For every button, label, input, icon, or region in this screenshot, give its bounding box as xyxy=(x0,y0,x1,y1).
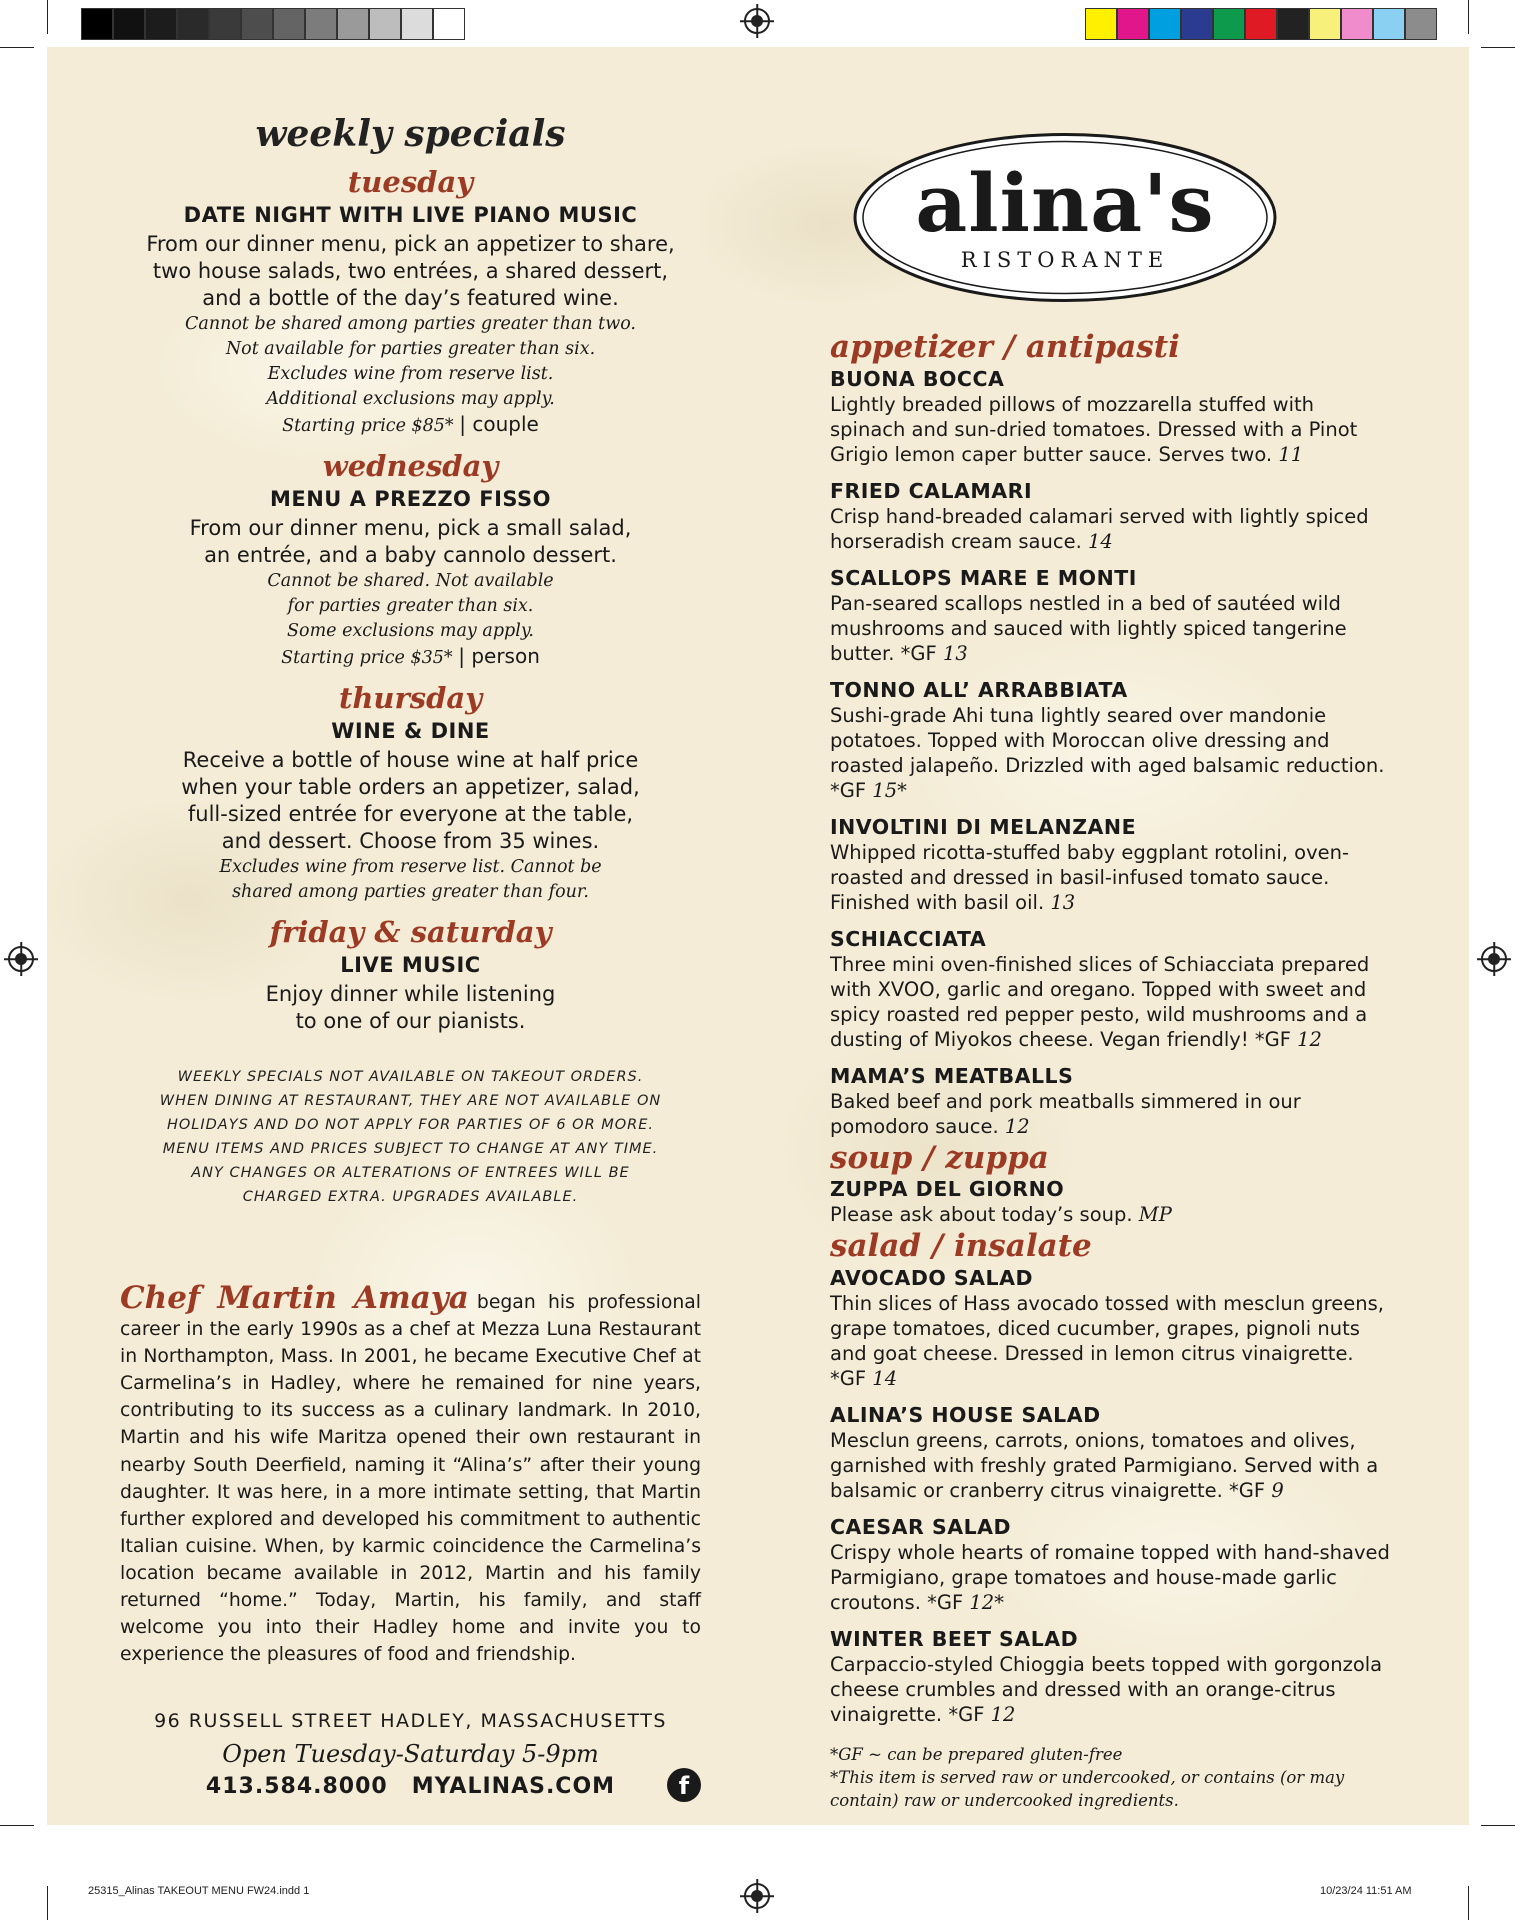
color-swatch xyxy=(1373,8,1405,40)
color-swatch xyxy=(145,8,177,40)
menu-item-name: CAESAR SALAD xyxy=(830,1514,1012,1539)
color-swatch xyxy=(1405,8,1437,40)
special-conditions: Cannot be shared. Not available for parties greater than six. Some exclusions may apply. Starting price $35* | person xyxy=(267,570,554,668)
menu-item-name: FRIED CALAMARI xyxy=(830,478,1033,503)
phone-number[interactable]: 413.584.8000 xyxy=(205,1774,388,1799)
special-headline: DATE NIGHT WITH LIVE PIANO MUSIC xyxy=(183,202,638,227)
specials-disclaimer: WEEKLY SPECIALS NOT AVAILABLE ON TAKEOUT ORDERS. WHEN DINING AT RESTAURANT, THEY ARE NOT AVAILABLE ON HOLIDAYS AND DO NOT APPLY FOR PARTIES OF 6 OR MORE. MENU ITEMS AND PRICES SUBJECT TO CHANGE AT ANY TIME. ANY CHANGES OR ALTERATIONS OF ENTREES WILL BE CHARGED EXTRA. UPGRADES AVAILABLE. xyxy=(159,1068,662,1205)
menu-item-description: Thin slices of Hass avocado tossed with mesclun greens, grape tomatoes, diced cucumber, grapes, pignoli nuts and goat cheese. Dressed in lemon citrus vinaigrette. *GF 14 xyxy=(830,1291,1384,1390)
chef-name: Chef Martin Amaya xyxy=(120,1280,469,1316)
menu-item-description: Carpaccio-styled Chioggia beets topped with gorgonzola cheese crumbles and dressed with an orange-citrus vinaigrette. *GF 12 xyxy=(830,1652,1383,1726)
special-wednesday xyxy=(118,448,703,671)
menu-item-description: Baked beef and pork meatballs simmered in our pomodoro sauce. 12 xyxy=(830,1089,1301,1138)
menu-item-price: MP xyxy=(1138,1203,1172,1227)
color-swatch xyxy=(1277,8,1309,40)
logo-subtitle: RISTORANTE xyxy=(960,248,1170,272)
website-link[interactable]: MYALINAS.COM xyxy=(411,1774,616,1799)
special-price: Starting price $35* xyxy=(281,647,453,668)
color-swatch xyxy=(1245,8,1277,40)
color-swatch xyxy=(1085,8,1117,40)
crop-mark xyxy=(0,1825,34,1826)
day-heading: tuesday xyxy=(347,165,474,199)
menu-item-name: ZUPPA DEL GIORNO xyxy=(830,1177,1065,1202)
color-swatch xyxy=(337,8,369,40)
special-thursday xyxy=(118,680,703,905)
special-conditions: Cannot be shared among parties greater than two. Not available for parties greater than six. Excludes wine from reserve list. Additional exclusions may apply. Starting price $85* | couple xyxy=(185,313,636,436)
menu-item-name: TONNO ALL’ ARRABBIATA xyxy=(830,677,1128,702)
menu-item-name: SCALLOPS MARE E MONTI xyxy=(830,565,1137,590)
crop-mark xyxy=(1468,0,1469,34)
day-heading: friday & saturday xyxy=(269,914,552,949)
slug-filename: 25315_Alinas TAKEOUT MENU FW24.indd 1 xyxy=(88,1885,310,1897)
special-description: Receive a bottle of house wine at half price when your table orders an appetizer, salad, full-sized entrée for everyone at the table, and dessert. Choose from 35 wines. xyxy=(181,747,640,853)
contact-line xyxy=(118,1774,703,1799)
color-swatch xyxy=(1149,8,1181,40)
menu-item-description: Whipped ricotta-stuffed baby eggplant rotolini, oven-roasted and dressed in basil-infused tomato sauce. Finished with basil oil. 13 xyxy=(830,840,1350,914)
menu-item-description: Crispy whole hearts of romaine topped with hand-shaved Parmigiano, grape tomatoes and house-made garlic croutons. *GF 12* xyxy=(830,1540,1390,1614)
menu-item-price: 11 xyxy=(1278,442,1304,466)
menu-item-name: AVOCADO SALAD xyxy=(830,1265,1033,1290)
color-swatch xyxy=(113,8,145,40)
grayscale-color-bar xyxy=(81,8,465,40)
menu-item-price: 12 xyxy=(1004,1114,1030,1138)
menu-item-description: Pan-seared scallops nestled in a bed of sautéed wild mushrooms and sauced with lightly spiced tangerine butter. *GF 13 xyxy=(830,591,1347,665)
color-swatch xyxy=(401,8,433,40)
weekly-specials xyxy=(118,105,703,1209)
color-swatch xyxy=(1309,8,1341,40)
color-swatch xyxy=(209,8,241,40)
color-swatch xyxy=(1213,8,1245,40)
restaurant-footer xyxy=(118,1710,703,1799)
color-swatch xyxy=(273,8,305,40)
special-price: Starting price $85* xyxy=(282,415,454,436)
special-headline: WINE & DINE xyxy=(331,718,490,743)
weekly-specials-title: weekly specials xyxy=(255,113,566,155)
color-swatch xyxy=(369,8,401,40)
logo-name: alina's xyxy=(915,156,1215,250)
menu-item-price: 9 xyxy=(1271,1478,1284,1502)
day-heading: wednesday xyxy=(322,448,499,483)
menu-item-price: 13 xyxy=(1050,890,1076,914)
menu-item-description: Sushi-grade Ahi tuna lightly seared over mandonie potatoes. Topped with Moroccan olive dressing and roasted jalapeño. Drizzled with aged balsamic reduction. *GF 15* xyxy=(830,703,1385,802)
special-conditions: Excludes wine from reserve list. Cannot be shared among parties greater than four. xyxy=(219,856,602,902)
registration-mark-bottom xyxy=(744,1883,770,1909)
special-tuesday xyxy=(118,167,703,439)
crop-mark xyxy=(1481,47,1515,48)
menu-item-description: Mesclun greens, carrots, onions, tomatoes and olives, garnished with freshly grated Parmigiano. Served with a balsamic or cranberry citrus vinaigrette. *GF 9 xyxy=(830,1428,1379,1502)
menu-footnotes: *GF ~ can be prepared gluten-free *This item is served raw or undercooked, or contains (or may contain) raw or undercooked ingredients. xyxy=(830,1744,1345,1810)
section-heading: soup / zuppa xyxy=(830,1139,1049,1176)
color-swatch xyxy=(1341,8,1373,40)
menu-item-price: 12* xyxy=(969,1590,1004,1614)
menu-item-name: SCHIACCIATA xyxy=(830,926,987,951)
crop-mark xyxy=(0,47,34,48)
menu-item-price: 12 xyxy=(1297,1027,1322,1051)
chef-bio-text: began his professional career in the early 1990s as a chef at Mezza Luna Restaurant in Northampton, Mass. In 2001, he became Executive Chef at Carmelina’s in Hadley, where he remained for nine years, contributing to its success as a culinary landmark. In 2010, Martin and his wife Maritza opened their own restaurant in nearby South Deerfield, naming it “Alina’s” after their young daughter. It was here, in a more intimate setting, that Martin further explored and developed his commitment to authentic Italian cuisine. When, by karmic coincidence the Carmelina’s location became available in 2012, Martin and his family returned “home.” Today, Martin, his family, and staff welcome you into their Hadley home and invite you to experience the pleasures of food and friendship. xyxy=(120,1292,701,1666)
menu-item-name: WINTER BEET SALAD xyxy=(830,1626,1079,1651)
section-heading: appetizer / antipasti xyxy=(830,329,1180,365)
process-color-bar xyxy=(1085,8,1437,40)
color-swatch xyxy=(305,8,337,40)
crop-mark xyxy=(47,0,48,34)
menu-item-price: 14 xyxy=(872,1366,898,1390)
color-swatch xyxy=(1117,8,1149,40)
special-headline: LIVE MUSIC xyxy=(340,952,481,977)
color-swatch xyxy=(1181,8,1213,40)
menu-item-description: Lightly breaded pillows of mozzarella stuffed with spinach and sun-dried tomatoes. Dressed with a Pinot Grigio lemon caper butter sauce. Serves two. 11 xyxy=(830,392,1358,466)
crop-mark xyxy=(1468,1886,1469,1920)
chef-bio xyxy=(120,1280,701,1668)
registration-mark-right xyxy=(1481,946,1507,972)
menu-item-price: 12 xyxy=(990,1702,1016,1726)
special-description: Enjoy dinner while listening to one of our pianists. xyxy=(265,981,556,1033)
restaurant-logo xyxy=(850,130,1280,305)
menu-item-description: Three mini oven-finished slices of Schiacciata prepared with XVOO, garlic and oregano. Topped with sweet and spicy roasted red pepper pesto, wild mushrooms and a dusting of Miyokos cheese. Vegan friendly! *GF 12 xyxy=(830,952,1370,1051)
special-description: From our dinner menu, pick an appetizer to share, two house salads, two entrées, a shared dessert, and a bottle of the day’s featured wine. xyxy=(146,231,675,310)
slug-timestamp: 10/23/24 11:51 AM xyxy=(1320,1885,1412,1897)
menu-item-name: INVOLTINI DI MELANZANE xyxy=(830,814,1137,839)
crop-mark xyxy=(1481,1825,1515,1826)
crop-mark xyxy=(47,1886,48,1920)
registration-mark-left xyxy=(8,946,34,972)
menu-item-description: Crisp hand-breaded calamari served with lightly spiced horseradish cream sauce. 14 xyxy=(830,504,1369,553)
menu-item-name: BUONA BOCCA xyxy=(830,366,1005,391)
color-swatch xyxy=(433,8,465,40)
facebook-icon[interactable]: f xyxy=(667,1768,701,1802)
address: 96 RUSSELL STREET HADLEY, MASSACHUSETTS xyxy=(154,1710,667,1732)
color-swatch xyxy=(177,8,209,40)
menu-item-name: MAMA’S MEATBALLS xyxy=(830,1063,1074,1088)
special-description: From our dinner menu, pick a small salad, an entrée, and a baby cannolo dessert. xyxy=(189,515,632,567)
menu-column xyxy=(830,330,1390,1812)
special-headline: MENU A PREZZO FISSO xyxy=(269,486,552,511)
menu-item-name: ALINA’S HOUSE SALAD xyxy=(830,1402,1101,1427)
opening-hours: Open Tuesday-Saturday 5-9pm xyxy=(222,1740,599,1768)
special-friday-saturday xyxy=(118,914,703,1035)
section-heading: salad / insalate xyxy=(830,1228,1092,1265)
day-heading: thursday xyxy=(338,680,483,715)
registration-mark-top xyxy=(744,8,770,34)
menu-item-description: Please ask about today’s soup. MP xyxy=(830,1203,1172,1227)
color-swatch xyxy=(241,8,273,40)
menu-item-price: 15* xyxy=(872,778,907,802)
color-swatch xyxy=(81,8,113,40)
menu-item-price: 13 xyxy=(942,641,968,665)
menu-item-price: 14 xyxy=(1087,529,1113,553)
